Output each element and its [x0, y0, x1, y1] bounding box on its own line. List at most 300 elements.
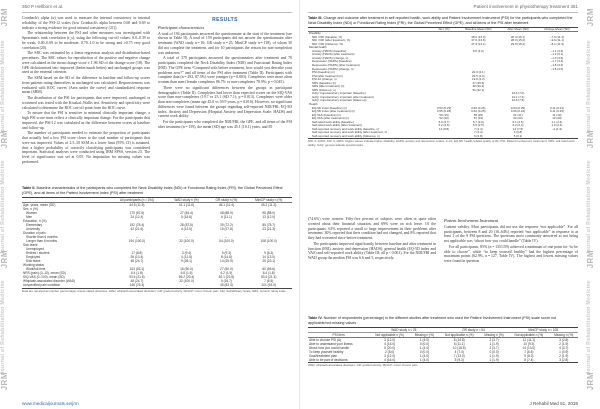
left-column-1	[22, 16, 150, 181]
row-label: Goal/treatment plan	[309, 353, 337, 358]
right-column-2	[444, 217, 578, 312]
table-cell: 56.2 (20.4)	[178, 275, 195, 280]
table-cell: 5 (9.3)	[439, 358, 480, 363]
table-cell: 28 (87.5)	[180, 222, 193, 227]
column-header: All n (%)	[432, 27, 457, 32]
table-cell: 52 (20)	[439, 116, 449, 121]
row-label: NDI / FRI (baseline, %)	[312, 34, 343, 39]
row-label: Mental health	[309, 45, 327, 50]
table-cell: 1.0 (2.4)	[551, 123, 563, 128]
table-cell: 2 (3.7)	[489, 345, 499, 350]
table-cell: –	[267, 234, 270, 239]
row-label: EQ-5D index (baseline) (n)	[312, 105, 347, 110]
header-rule	[22, 12, 292, 13]
table-cell: 13.1 (7.2)	[511, 94, 525, 99]
table-3	[308, 16, 578, 214]
paragraph: The SRC was estimated by a linear regression analysis and distribution-based procedures. The SRC values for reproduction of the positive and negative change were calculated as the mean change score ± 1.96 SD of the change score (18). The GPE dichotomised into improved (better/much better) and unchanged groups was used as the external criterion.	[22, 51, 150, 75]
table-cell: 13 (12.0)	[262, 214, 276, 219]
table-cell: 103 (53.1)	[129, 267, 145, 272]
row-label: SRS (after treatment) (n)	[312, 84, 345, 89]
table-cell: 16 (50.0)	[180, 267, 193, 272]
sidebar-journal-name: Journal of Rehabilitation Medicine	[0, 280, 6, 375]
table-note: WAD: whiplash-associated disorders; GR: graded activity; MiniCP: minor chronic pain.	[308, 362, 419, 367]
table-cell: 152 (78.4)	[129, 222, 145, 227]
table-cell: 7 (6.5)	[264, 279, 274, 284]
row-label: Self-rated work ability (after treatment)	[312, 123, 362, 128]
table-cell: 3 (12.0)	[384, 353, 396, 358]
table-cell: 46.1 (11.4)	[218, 202, 235, 207]
column-header: After Mean (SD)	[500, 27, 536, 32]
table-cell: 42 (21.6)	[130, 226, 144, 231]
row-label: Able to choose PSI (A)	[309, 337, 342, 342]
group-header: WAD study n = 25	[369, 327, 439, 332]
table-cell: 6.8 (1.6)	[180, 271, 193, 276]
row-label: Self-reported recovery and work ability (after treatment, n)	[312, 130, 388, 135]
table-cell: −2 (1.3)	[551, 126, 563, 131]
table-cell: 51 (32.1)	[472, 87, 485, 92]
table-row	[22, 283, 292, 288]
table-cell: 1.1 (2.4)	[551, 119, 563, 124]
table-cell: 19.8 (4.3)	[472, 77, 485, 82]
table-cell: 1 (1.9)	[489, 341, 499, 346]
row-label: EQ VAS (baseline) (n)	[312, 112, 341, 117]
table-cell: 146 (75.3)	[108, 283, 165, 288]
table-cell: 6.2 (2.4)	[512, 123, 524, 128]
subsection-heading: Participant characteristics	[158, 24, 205, 30]
table-cell: 52.1 (22.8)	[218, 275, 235, 280]
table-cell: 6 (3.8)	[457, 135, 501, 139]
left-running-header: 350 P Hellbom et al.	[22, 4, 64, 9]
paragraph: There were no significant differences between the groups in participant demographics (Table II). Completers had lower than expected scores on the SIQ-VAS score than non-completers (19.7 vs 23.1 (SD 7.1); p = 0.013). Completers were older than non-completers (mean age 45.0 vs 39.9 years, p = 0.016). However, no significant differences were found between the groups regarding self-reported NDI/FRI, EQ-5D index, Anxiety and Depression (Hospital Anxiety and Depression Scale; HADS) and current work ability.	[158, 85, 292, 119]
table-cell	[432, 135, 457, 139]
table-cell: −8.1 (11.9)	[549, 41, 564, 46]
table-cell: 12 (7.5)	[512, 126, 524, 131]
group-header: GR study n = 54	[439, 327, 509, 332]
table-cell: 2 (8.0)	[384, 349, 395, 354]
row-label: PSI (after treatment) (n)	[312, 73, 344, 78]
right-column-1	[308, 217, 436, 312]
table-cell: 24 (12.4)	[130, 214, 144, 219]
table-cell: 3 (12.0)	[384, 337, 396, 342]
sidebar-jrm-label: JRM	[586, 8, 595, 27]
table-cell: –	[185, 234, 188, 239]
subsection-heading: Patient Involvement Instrument	[444, 218, 499, 223]
table-cell: 20.3 (4.1)	[472, 70, 485, 75]
table-cell: 60 (55.6)	[262, 267, 276, 272]
table-cell: 20.5 (4.0)	[472, 73, 485, 78]
table-cell: 1 (0.9)	[559, 349, 569, 354]
table-cell: 6.1 (2.5)	[512, 119, 524, 124]
table-cell: –	[225, 234, 228, 239]
row-label: Age, years, mean (SD)	[23, 202, 56, 207]
table-cell: 27 (84.4)	[180, 210, 193, 215]
paragraph: The distribution of the PSI for participants that were improved, unchanged or worsened was tested with the Kruskal–Wallis test. Sensitivity and specificity were calculated to determine the ROC cut-off point from the ROC curve.	[22, 96, 150, 110]
row-label: Sick leave	[23, 243, 38, 248]
paragraph: For all participants, 85% (n = 135/159) achieved a minimum of one point for “to be able to choose”, while “to keep yourself healthy” had the highest percentage of maximum points (62.9%, n = 127, Table IV). The highest and lowest missing values were found in question	[444, 244, 578, 263]
table-cell: 6.8 (4.0)	[472, 48, 484, 53]
footer-citation: J Rehabil Med 51, 2019	[529, 401, 578, 406]
table-cell	[536, 135, 578, 139]
row-label: Longer than 6 months	[26, 238, 58, 243]
row-label: Retired / student	[26, 251, 50, 256]
row-label: Education, n (%)	[23, 218, 47, 223]
table-cell: 62 (20)	[513, 116, 523, 121]
table-cell: 7 (4.4)	[474, 126, 483, 131]
table-cell: 41.1 (11.6)	[178, 202, 195, 207]
table-cell: –	[185, 247, 188, 252]
row-label: Anxiety (HADS) (change, n)	[312, 55, 349, 60]
table-cell: 2 (1.9)	[559, 353, 569, 358]
table-cell: 5 (15.6)	[181, 214, 193, 219]
table-row	[308, 135, 578, 139]
table-cell: 7 (4.4)	[474, 130, 483, 135]
row-label: Employed	[26, 255, 41, 260]
row-label: Unemployed	[26, 247, 44, 252]
row-label: Depression (HADS) (baseline)	[312, 59, 352, 64]
row-label: Anxiety (HADS) (baseline)	[312, 48, 347, 53]
column-header: Not applicable n (%)	[369, 332, 410, 337]
table-cell: 85 (78.7)	[262, 222, 276, 227]
column-header: Missing n (%)	[480, 332, 509, 337]
table-cell: −1.7 (3.2)	[550, 59, 564, 64]
sidebar-jrm-label: JRM	[586, 372, 595, 391]
table-cell: 45 (83.3)	[207, 283, 245, 288]
row-label: Anxiety (HADS) (after treatment)	[312, 52, 355, 57]
table-cell: 170 (87.6)	[129, 210, 145, 215]
right-page	[300, 0, 600, 409]
table-cell: 12 (11.1)	[522, 337, 536, 342]
row-label: Self-reported recovery and work ability (baseline, n)	[312, 126, 380, 131]
table-4	[308, 316, 578, 396]
column-header: PSI item	[308, 332, 369, 337]
row-label: PSI (baseline) (n)	[312, 70, 335, 75]
row-label: EQ VAS (after treatment) (n)	[312, 116, 350, 121]
table-cell: 14 (13.0)	[522, 345, 536, 350]
row-label: PSI-12 (change, n)	[312, 77, 337, 82]
table-label: Table II.	[22, 186, 36, 190]
paragraph: A total of 379 participants answered the questionnaires after treatment and 70 participants completed the Neck Disability Index (NDI) and Functional Rating Index (FRI). The GPE item “Compared with before treatment, how would you describe your problems now?” and all items of the PSI after treatment (Table II). Participants with complete data (n = 292, 87.5%) were younger (p = 0.003). Completers were more often women than men (female completers 86.7% vs non-completers 78.9%; p = 0.045).	[158, 56, 292, 84]
table-note: NDI: 0–100%; FRI: 0–100%; Higher values indicate higher disability. HADS: anxiety and depression scales, 0–21; EQ-5D: health-related quality of life; PSI: Patient Involvement Instrument; SRS: self-rated work ability; GAQ: general attitude questionnaire.	[308, 139, 575, 148]
table-cell: 5 (20.0)	[384, 345, 396, 350]
table-cell: 10 (9.3)	[523, 341, 535, 346]
row-label: GAQ: Important/very important (baseline)	[312, 91, 366, 96]
table-cell: 10 (18.5)	[452, 345, 466, 350]
table-cell: 101 (93.5)	[245, 283, 292, 288]
table-note: Data are reported as number (percentage) unless stated otherwise. WAD: whiplash-associated disorders; GR: graded activity; MiniCP: minor chronic pain; SIQ: Self-Efficacy Scale; NRS: numeric rating scale.	[22, 288, 287, 293]
table-cell: 1 (4.0)	[419, 337, 430, 342]
section-heading-results: RESULTS	[212, 17, 238, 23]
row-label: Sick leave	[26, 259, 41, 264]
row-label: GAQ: Important/very important (after treatment)	[312, 94, 374, 99]
sidebar-jrm-label: JRM	[0, 8, 9, 27]
table-cell: 7 (6.5)	[524, 349, 534, 354]
table-cell: 6.2 (1.9)	[220, 271, 233, 276]
table-cell: –	[225, 247, 228, 252]
table-cell: 48 (30.2)	[472, 84, 485, 89]
table-cell: 15 (27.8)	[220, 226, 233, 231]
paragraph: The SEM based on the SD of the difference in baseline and follow-up scores from patients rating themselves as unchanged was calculated. Responsiveness was evaluated with ROC curves (Area under the curve) and standardized response mean (SRM).	[22, 76, 150, 95]
table-cell: 32 (100.0)	[179, 238, 194, 243]
column-header: Not applicable n (%)	[439, 332, 480, 337]
table-cell: 5.9 (2.5)	[472, 123, 484, 128]
table-caption	[308, 316, 578, 325]
table-cell: 26 (13.4)	[130, 255, 144, 260]
row-label: Able to understand your illness	[309, 341, 353, 346]
table-cell: –	[267, 247, 270, 252]
table-cell: 4 (12.5)	[181, 226, 193, 231]
table-cell: 9 (16.7)	[220, 279, 232, 284]
table-cell: 50 (19)	[439, 112, 449, 117]
sidebar-journal-name: Journal of Rehabilitation Medicine	[586, 280, 592, 375]
row-label: Depression (HADS) (after treatment)	[312, 62, 360, 67]
methods-text	[22, 16, 150, 165]
row-label: Elementary	[26, 222, 43, 227]
paragraph: Content validity. Most participants did not use the response “not applicable”. For all participants, between 8 and 20 (16–64%) reported “not applicable” in response to at least 1 of the 9 PSI questions. The questions most commonly answered as not being not applicable was “about how you could handle” (Table IV).	[444, 224, 578, 243]
table-cell: 194 (100.0)	[128, 238, 146, 243]
sidebar-journal-name: Journal of Rehabilitation Medicine	[0, 160, 6, 255]
row-label: Women	[26, 210, 37, 215]
table-cell: 0.11 (0.24)	[549, 105, 564, 110]
row-label: To keep yourself healthy	[309, 349, 344, 354]
table-cell: −1.3 (3.1)	[550, 52, 564, 57]
table-cell: 1 (1.9)	[480, 358, 509, 363]
table-cell: 0.66 (0.24)	[510, 109, 526, 114]
table-cell: 4 (7.4)	[454, 349, 464, 354]
sidebar-jrm-label: JRM	[0, 250, 9, 269]
table-cell: 3 (2.8)	[549, 358, 578, 363]
row-label: Sex, n (%)	[23, 206, 38, 211]
row-label: Working status	[23, 263, 45, 268]
table-cell: 108 (100.0)	[260, 238, 277, 243]
table-3-grid	[308, 27, 578, 140]
table-cell: 5.2 (2.6)	[438, 123, 450, 128]
footer-url-link[interactable]: www.medicaljournals.se/jrm	[22, 401, 79, 406]
table-caption-text: Baseline characteristics of the participants who completed the Neck Disability Index (NDI) or Functional Rating Index (FRI), the Global Perceived Effect (GPE), and all items of the Patient Involvement Index (PSI) after treatment	[22, 186, 283, 195]
row-label: GAQ: Important/very important (follow-up)	[312, 98, 367, 103]
table-cell: 2 (3.7)	[489, 337, 499, 342]
table-caption	[308, 16, 578, 25]
table-cell: 55 (20)	[473, 112, 483, 117]
row-label: EQ-5D index (after treatment) (n)	[312, 109, 356, 114]
column-header: Missing n (%)	[549, 332, 578, 337]
header-rule	[308, 12, 578, 13]
table-cell: −1.0 (3.6)	[550, 55, 564, 60]
table-cell: –	[166, 283, 208, 288]
table-cell: 37.9 (14.1)	[471, 41, 486, 46]
table-cell: 0.55 (0.28)	[436, 109, 452, 114]
row-label: NRS (pain) (0–10), mean (SD)	[23, 271, 67, 276]
sidebar-jrm-label: JRM	[586, 130, 595, 149]
paragraph: Cronbach's alpha (α) was used to measure the internal consistency or internal reliability of the PSI-12 scales (low Cronbach's alpha between 0.60 and 0.69 to indicate a strong evidence for good internal consistency (21)).	[22, 16, 150, 30]
table-caption	[22, 186, 292, 195]
row-label: Shorter than 6 months	[26, 234, 58, 239]
table-label: Table IV.	[308, 316, 323, 320]
left-journal-sidebar	[0, 0, 14, 409]
column-header: Baseline Mean (SD)	[457, 27, 501, 32]
table-cell: 38.0 (14.0)	[471, 34, 486, 39]
table-cell: 0.62 (0.25)	[471, 109, 486, 114]
table-cell: 6 (11.1)	[453, 341, 465, 346]
table-cell: 5 (9.3)	[221, 251, 232, 256]
column-header: MiniCP study n (%)	[245, 197, 292, 202]
table-cell: 0.53 (0.29)	[436, 105, 452, 110]
table-cell: 28.0 (15.0)	[510, 38, 526, 43]
table-cell: 14 (8.8)	[439, 126, 450, 131]
table-row	[308, 358, 578, 363]
table-cell: 5 (3.1)	[500, 135, 536, 139]
table-cell: 0.64 (0.25)	[510, 105, 526, 110]
row-label: Depression (HADS) (change, n)	[312, 66, 354, 71]
table-cell: 6 (11.1)	[221, 214, 232, 219]
table-cell: 12.8 (7.5)	[511, 98, 525, 103]
sidebar-journal-name: Journal of Rehabilitation Medicine	[586, 40, 592, 135]
table-2-grid	[22, 197, 292, 289]
right-journal-sidebar	[586, 0, 600, 409]
table-cell: 29.8 (16.4)	[510, 41, 526, 46]
table-cell: 4 (16.0)	[384, 341, 396, 346]
table-cell: 1 (1.9)	[489, 353, 499, 358]
table-cell: 5.7 (2.6)	[472, 119, 484, 124]
table-cell: 0 (0.0)	[419, 341, 430, 346]
table-cell: −7.6 (11.4)	[549, 34, 564, 39]
group-header: MiniCP study n = 108	[508, 327, 578, 332]
table-cell: 8 (7.4)	[508, 358, 549, 363]
paragraph: The participants improved significantly between baseline and after treatment in function (FRI), anxiety and depression (HADS), general health (EQ-5D index and VAS) and self-reported work ability (Table III; all p < 0.001). For the NDI/FRI and WAD group the median PSI was 6.6 and 5, respectively.	[308, 241, 436, 260]
table-cell: 1 (4.0)	[419, 345, 430, 350]
row-label: Work/full-time	[26, 267, 46, 272]
table-cell: −1.8 (3.0)	[550, 66, 564, 71]
table-cell: –	[136, 247, 138, 252]
table-cell: 9 (8.3)	[264, 251, 274, 256]
table-cell: 3 (2.8)	[559, 337, 569, 342]
paragraph: The number of participants needed to estimate the proportion of participants that actually had a low PSI score closer to the total number of participants that were not improved. Values of 2.5–50 SEM as a lower limit (95% CI) is assumed, thus a higher probability of correctly classifying participants was considered important. Statistical analyses were conducted using IBM SPSS, version 23. The level of significance was set at 0.05. No imputation for missing values was performed.	[22, 131, 150, 164]
table-cell: 8 (14.8)	[220, 255, 232, 260]
table-cell: 48 (88.9)	[220, 210, 233, 215]
left-column-2	[158, 16, 292, 181]
sidebar-journal-name: Journal of Rehabilitation Medicine	[0, 40, 6, 135]
table-cell: 54 (100.0)	[219, 238, 234, 243]
column-header: Not applicable n (%)	[508, 332, 549, 337]
table-cell: −1.5 (3.3)	[550, 62, 564, 67]
row-label: SRS (follow-up, n)	[312, 87, 336, 92]
paragraph: For the participants who completed the NDI/FRI, the GPE, and all items of the PSI after treatment (n = 159), the mean (SD) age was 45.1 (10.1) years, and 85	[158, 120, 292, 129]
table-cell: −1.1 (3.4)	[550, 48, 564, 53]
table-cell: 37.6 (13.6)	[471, 38, 486, 43]
table-cell: 5.0 (2.7)	[438, 119, 450, 124]
table-cell: 30.4 (16.1)	[510, 34, 526, 39]
table-cell: 23 (21.3)	[262, 226, 276, 231]
sidebar-jrm-label: JRM	[0, 372, 9, 391]
table-cell: 14 (13.0)	[262, 255, 276, 260]
column-header: GR study n (%)	[207, 197, 245, 202]
row-label: Able to be part of decisions	[308, 358, 369, 363]
row-label: University	[26, 226, 40, 231]
table-cell: 45.2 (11.3)	[261, 202, 277, 207]
table-cell: −9.6 (11.1)	[549, 38, 564, 43]
table-cell: 39 (72.2)	[220, 222, 233, 227]
table-cell: 27 (50.0)	[220, 267, 233, 272]
row-label: NDI / FRI (after treatment, %)	[312, 38, 351, 43]
column-header: Change Mean (SD)	[536, 27, 578, 32]
row-label: Duration of pain	[23, 230, 46, 235]
table-caption-text: Change and outcome after treatment in self-reported health, work ability and Patient Involvement Instrument (PSI) for the participants who completed the Neck Disability Index (NDI) or Functional Rating Index (FRI), the Global Perceived Effect (GPE), and all items of the PSI after treatment	[308, 16, 573, 25]
table-cell: 1 (4.0)	[410, 358, 439, 363]
table-cell: 48 (24.7)	[130, 279, 144, 284]
table-cell: 0.60 (0.26)	[471, 105, 486, 110]
table-cell: 7 (13.0)	[453, 353, 465, 358]
table-cell: 32 (100.0)	[179, 279, 194, 284]
table-2	[22, 186, 292, 396]
row-label: Disability	[309, 31, 321, 36]
row-label: Men	[26, 214, 33, 219]
table-cell: 48 (24.7)	[130, 259, 144, 264]
column-header: Missing n (%)	[410, 332, 439, 337]
table-cell: 25 (23.1)	[262, 259, 276, 264]
table-cell: 8 (14.8)	[453, 337, 465, 342]
table-cell: 6 (3.8)	[513, 130, 523, 135]
row-label: SRS (baseline) (n)	[312, 80, 337, 85]
paragraph: To ensure that the PSI is sensitive to minimal clinically important change, a high PSI score must reflect a clinically important change. For the participants that improved, the PSI-12 was calculated as the difference between scores at baseline and follow-up.	[22, 111, 150, 130]
row-label: NDI / FRI (follow-up, %)	[312, 41, 344, 46]
row-label: Self-rated work ability (baseline)	[312, 119, 354, 124]
table-cell: 47 (29.6)	[472, 80, 485, 85]
table-cell: 12.6 (7.0)	[511, 91, 525, 96]
sidebar-jrm-label: JRM	[586, 250, 595, 269]
table-cell: 6.4 (1.8)	[130, 271, 143, 276]
table-cell: 9 (8.3)	[524, 353, 534, 358]
row-label: SIQ-VAS (0–100), mean (SD)	[23, 275, 65, 280]
table-label: Table III.	[308, 16, 323, 20]
paragraph: A total of 194 participants answered the questionnaire at the start of the treatment (see shown in Table II). A total of 159 participants did not answer the questionnaire after treatment (WAD study n = 16; GR study n = 25, MiniCP study n = 118), of whom 30 did not complete the treatment, and for 10 participants the reason for non-completion was unknown.	[158, 31, 292, 55]
table-cell: 3 (9.4)	[181, 251, 192, 256]
sidebar-jrm-label: JRM	[0, 130, 9, 149]
table-cell: 95 (88.0)	[262, 210, 276, 215]
table-cell: 17 (8.8)	[131, 251, 143, 256]
table-caption-text: Number of respondents (percentage) in the different studies after treatment who used the Patient Involvement Instrument (PSI) scale score not applicable/not-missing values	[308, 316, 557, 325]
row-label: About how you could handle	[309, 345, 350, 350]
table-cell: 4 (16.0)	[369, 358, 410, 363]
table-cell: 53.5 (21.6)	[129, 275, 145, 280]
paragraph: The relationship between the PSI and other measures was investigated with Spearman's rank correlation (r_s), using the following cut-off values: 0.0–0.39 to be weak, 0.40–0.69 to be moderate, 0.70–1.0 to be strong and ≥0.75 very good correlation (20).	[22, 31, 150, 50]
table-cell: 6.4 (1.8)	[262, 271, 275, 276]
table-cell: 44.5 (11.5)	[129, 202, 145, 207]
table-cell: –	[136, 234, 138, 239]
row-label: Self-reported recovery and work ability (follow-up, n)	[308, 135, 432, 139]
row-label: Whiplash-associated disorder (WAD)	[23, 279, 76, 284]
table-cell: 57 (19)	[473, 116, 483, 121]
column-header: All participants (n = 194)	[108, 197, 165, 202]
table-cell: 1 (4.0)	[419, 353, 430, 358]
table-cell: 0 (0.0)	[489, 349, 499, 354]
sidebar-journal-name: Journal of Rehabilitation Medicine	[586, 160, 592, 255]
table-cell: 10 (20)	[552, 116, 562, 121]
paragraph: (74.6%) were women. Fifty-five percent of subjects were often or quite often worried about their financial situation, and 69% were on sick leave. Of the participants, 62% reported a small to large improvement in their problems after treatment, 30% reported that their condition had not changed, and 8% reported that they had worsened since before treatment.	[308, 217, 436, 240]
table-cell: 14 (25.9)	[220, 259, 233, 264]
table-cell: 4 (12.5)	[181, 255, 193, 260]
table-cell: 53.4 (21.4)	[260, 275, 277, 280]
table-cell: 61 (21)	[513, 112, 523, 117]
table-cell: 0.11 (0.25)	[549, 109, 564, 114]
table-cell: 2 (1.9)	[559, 341, 569, 346]
table-cell: 4 (3.7)	[559, 345, 569, 350]
column-header: WAD study n (%)	[166, 197, 208, 202]
table-cell: 11 (19)	[552, 112, 562, 117]
table-4-grid	[308, 327, 578, 363]
right-running-header: Patient involvement in physiotherapy treatment 351	[473, 4, 578, 9]
table-cell: 0 (0.0)	[419, 349, 430, 354]
row-label: Health	[309, 101, 318, 106]
table-cell: 9 (28.1)	[181, 259, 193, 264]
